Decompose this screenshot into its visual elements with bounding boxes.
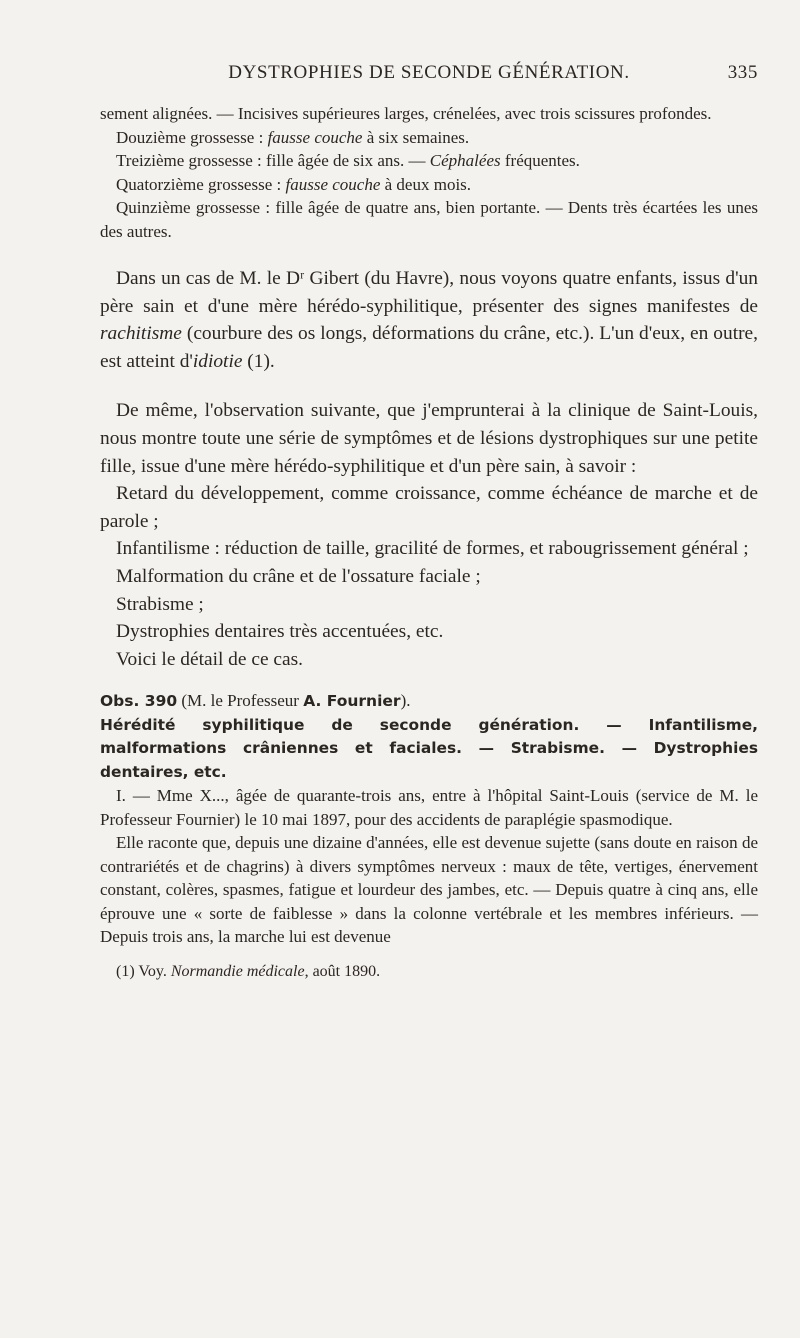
italic-term: fausse couche: [285, 174, 381, 194]
observation-summary: Hérédité syphilitique de seconde génération. — Infantilisme, malformations crâniennes et faciales. — Strabisme. — Dystrophies dentaires, etc.: [100, 715, 758, 781]
italic-term: Normandie médicale: [170, 962, 305, 980]
book-page: [100, 62, 758, 1312]
footnote: (1) Voy. Normandie médicale, août 1890.: [116, 962, 381, 980]
symptom-list: [100, 397, 758, 673]
paragraph: sement alignées. — Incisives supérieures larges, crénelées, avec trois scissures profondes.: [100, 104, 712, 123]
paragraph: Douzième grossesse : fausse couche à six semaines.: [116, 127, 470, 147]
italic-term: idiotie: [192, 350, 243, 372]
list-item: Strabisme ;: [116, 593, 204, 615]
paragraph: Elle raconte que, depuis une dizaine d'années, elle est devenue sujette (sans doute en raison de contrariétés et de chagrins) à divers symptômes nerveux : maux de tête, vertiges, énervement constant, colères, spasmes, fatigue et lourdeur des jambes, etc. — Depuis quatre à cinq ans, elle éprouve une « sorte de faiblesse » dans la colonne vertébrale et les membres inférieurs. — Depuis trois ans, la marche lui est devenue: [100, 833, 758, 947]
paragraph: Quatorzième grossesse : fausse couche à deux mois.: [116, 174, 472, 194]
list-item: Infantilisme : réduction de taille, gracilité de formes, et rabougrissement général ;: [116, 538, 749, 560]
paragraph: I. — Mme X..., âgée de quarante-trois ans, entre à l'hôpital Saint-Louis (service de M. le Professeur Fournier) le 10 mai 1897, pour des accidents de paraplégie spasmodique.: [100, 786, 758, 829]
paragraph: Quinzième grossesse : fille âgée de quatre ans, bien portante. — Dents très écartées les unes des autres.: [100, 198, 758, 241]
running-header: [100, 62, 758, 102]
italic-term: fausse couche: [267, 127, 363, 147]
case-list-continued: [100, 102, 758, 243]
list-item: Retard du développement, comme croissance, comme échéance de marche et de parole ;: [100, 483, 758, 532]
running-title: DYSTROPHIES DE SECONDE GÉNÉRATION.: [228, 62, 630, 83]
paragraph: Voici le détail de ce cas.: [116, 648, 304, 670]
paragraph: De même, l'observation suivante, que j'emprunterai à la clinique de Saint-Louis, nous montre toute une série de symptômes et de lésions dystrophiques sur une petite fille, issue d'une mère hérédo-syphilitique et d'un père sain, à savoir :: [100, 400, 758, 477]
paragraph: Treizième grossesse : fille âgée de six ans. — Céphalées fréquentes.: [116, 151, 580, 170]
observation-heading: Obs. 390 (M. le Professeur A. Fournier).: [100, 691, 411, 711]
italic-term: Céphalées: [429, 151, 501, 170]
page-number: 335: [727, 62, 758, 83]
observation-390: [100, 689, 758, 949]
paragraph-gibert-case: Dans un cas de M. le Dʳ Gibert (du Havre), nous voyons quatre enfants, issus d'un père sain et d'une mère hérédo-syphilitique, présenter des signes manifestes de rachitisme (courbure des os longs, déformations du crâne, etc.). L'un d'eux, en outre, est atteint d'idiotie (1).: [100, 268, 758, 372]
list-item: Malformation du crâne et de l'ossature faciale ;: [116, 565, 481, 587]
list-item: Dystrophies dentaires très accentuées, etc.: [116, 621, 444, 643]
italic-term: rachitisme: [100, 323, 182, 345]
